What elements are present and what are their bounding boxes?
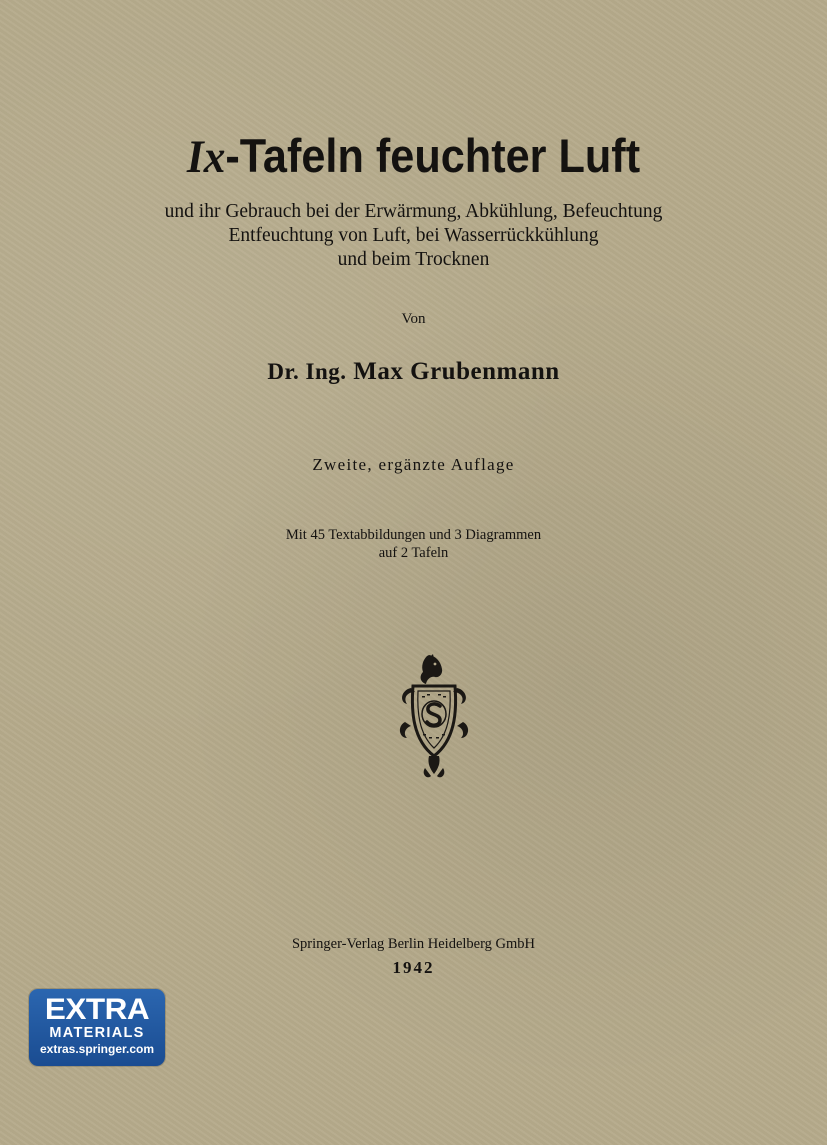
author [0, 358, 827, 386]
subtitle-line: und ihr Gebrauch bei der Erwärmung, Abkühlung, Befeuchtung [164, 201, 663, 222]
figures-line: auf 2 Tafeln [378, 545, 449, 561]
publisher: Springer-Verlag Berlin Heidelberg GmbH [291, 936, 536, 952]
figures-note [0, 526, 827, 562]
badge-url: extras.springer.com [39, 1042, 155, 1056]
badge-line-extra: EXTRA [44, 993, 150, 1026]
book-title [33, 128, 794, 184]
title-rest: -Tafeln feuchter Luft [225, 129, 641, 182]
subtitle-line: Entfeuchtung von Luft, bei Wasserrückkühlung [228, 225, 599, 246]
badge-line-materials: MATERIALS [49, 1025, 145, 1041]
author-name: Max Grubenmann [353, 358, 560, 385]
springer-horse-shield-icon [393, 652, 475, 784]
edition: Zweite, ergänzte Auflage [312, 455, 515, 474]
publication-year: 1942 [392, 958, 435, 977]
title-ix: Ix [186, 131, 226, 183]
by-label: Von [401, 311, 426, 327]
subtitle-line: und beim Trocknen [337, 249, 490, 270]
author-prefix: Dr. Ing. [267, 359, 347, 384]
extra-materials-badge[interactable] [29, 989, 165, 1066]
figures-line: Mit 45 Textabbildungen und 3 Diagrammen [285, 527, 542, 543]
book-subtitle [0, 200, 827, 272]
